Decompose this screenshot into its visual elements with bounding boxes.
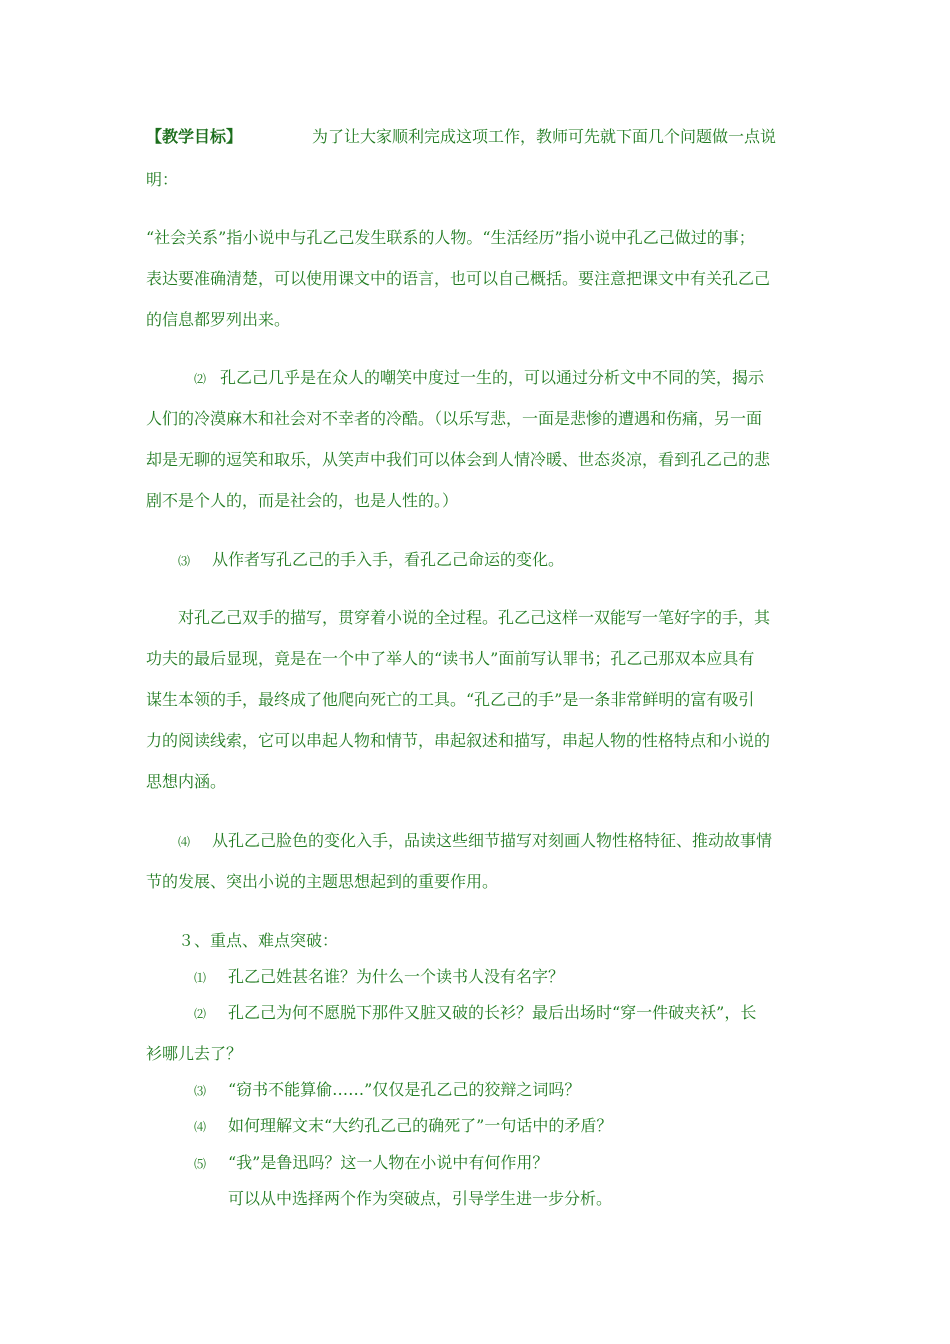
p3-number: ⑵ — [194, 372, 207, 386]
p5-line5: 思想内涵。 — [146, 772, 227, 791]
p4-number: ⑶ — [178, 554, 191, 568]
list-item — [194, 967, 564, 988]
list-item — [194, 1116, 612, 1137]
p3-first-line — [194, 368, 764, 389]
item1-text: 孔乙己姓甚名谁？为什么一个读书人没有名字？ — [228, 967, 565, 986]
p5-line2: 功夫的最后显现，竟是在一个中了举人的“读书人”面前写认罪书；孔乙己那双本应具有 — [146, 649, 755, 668]
p5-line1: 对孔乙己双手的描写，贯穿着小说的全过程。孔乙己这样一双能写一笔好字的手，其 — [178, 608, 771, 627]
p3-line1: 孔乙己几乎是在众人的嘲笑中度过一生的，可以通过分析文中不同的笑，揭示 — [220, 368, 765, 387]
item2-text: 孔乙己为何不愿脱下那件又脏又破的长衫？最后出场时“穿一件破夹袄”，长 — [228, 1003, 757, 1022]
p6-line2: 节的发展、突出小说的主题思想起到的重要作用。 — [146, 872, 499, 891]
p3-line4: 剧不是个人的，而是社会的，也是人性的。） — [146, 491, 459, 510]
item5-number: ⑸ — [194, 1157, 207, 1171]
list-item — [194, 1153, 548, 1174]
item1-number: ⑴ — [194, 971, 207, 985]
p4-first-line — [178, 550, 564, 571]
item5-text: “我”是鲁迅吗？这一人物在小说中有何作用？ — [228, 1153, 549, 1172]
item2-text-continued: 衫哪儿去了？ — [146, 1044, 243, 1063]
p2-line3: 的信息都罗列出来。 — [146, 310, 291, 329]
list-item — [194, 1080, 580, 1101]
p6-first-line — [178, 831, 772, 852]
item3-number: ⑶ — [194, 1084, 207, 1098]
item3-text: “窃书不能算偷……”仅仅是孔乙己的狡辩之词吗？ — [228, 1080, 581, 1099]
item4-number: ⑷ — [194, 1120, 207, 1134]
p6-number: ⑷ — [178, 835, 191, 849]
p3-line2: 人们的冷漠麻木和社会对不幸者的冷酷。（以乐写悲，一面是悲惨的遭遇和伤痛，另一面 — [146, 409, 763, 428]
item2-number: ⑵ — [194, 1007, 207, 1021]
p1-line1: 为了让大家顺利完成这项工作，教师可先就下面几个问题做一点说 — [312, 127, 777, 146]
section-heading: 【教学目标】 — [146, 127, 243, 146]
p5-line3: 谋生本领的手，最终成了他爬向死亡的工具。“孔乙己的手”是一条非常鲜明的富有吸引 — [146, 690, 755, 709]
item4-text: 如何理解文末“大约孔乙己的确死了”一句话中的矛盾？ — [228, 1116, 613, 1135]
list-item — [194, 1003, 756, 1024]
p2-line2: 表达要准确清楚，可以使用课文中的语言，也可以自己概括。要注意把课文中有关孔乙己 — [146, 269, 771, 288]
p3-line3: 却是无聊的逗笑和取乐，从笑声中我们可以体会到人情冷暖、世态炎凉，看到孔乙己的悲 — [146, 450, 771, 469]
p1-line2: 明： — [146, 170, 179, 189]
p5-line4: 力的阅读线索，它可以串起人物和情节，串起叙述和描写，串起人物的性格特点和小说的 — [146, 731, 771, 750]
p6-line1: 从孔乙己脸色的变化入手，品读这些细节描写对刻画人物性格特征、推动故事情 — [212, 831, 773, 850]
section3-closing: 可以从中选择两个作为突破点，引导学生进一步分析。 — [228, 1189, 613, 1208]
p4-line1: 从作者写孔乙己的手入手，看孔乙己命运的变化。 — [212, 550, 565, 569]
p2-line1: “社会关系”指小说中与孔乙己发生联系的人物。“生活经历”指小说中孔乙己做过的事； — [146, 228, 755, 247]
section3-title: ３、重点、难点突破： — [178, 931, 339, 950]
